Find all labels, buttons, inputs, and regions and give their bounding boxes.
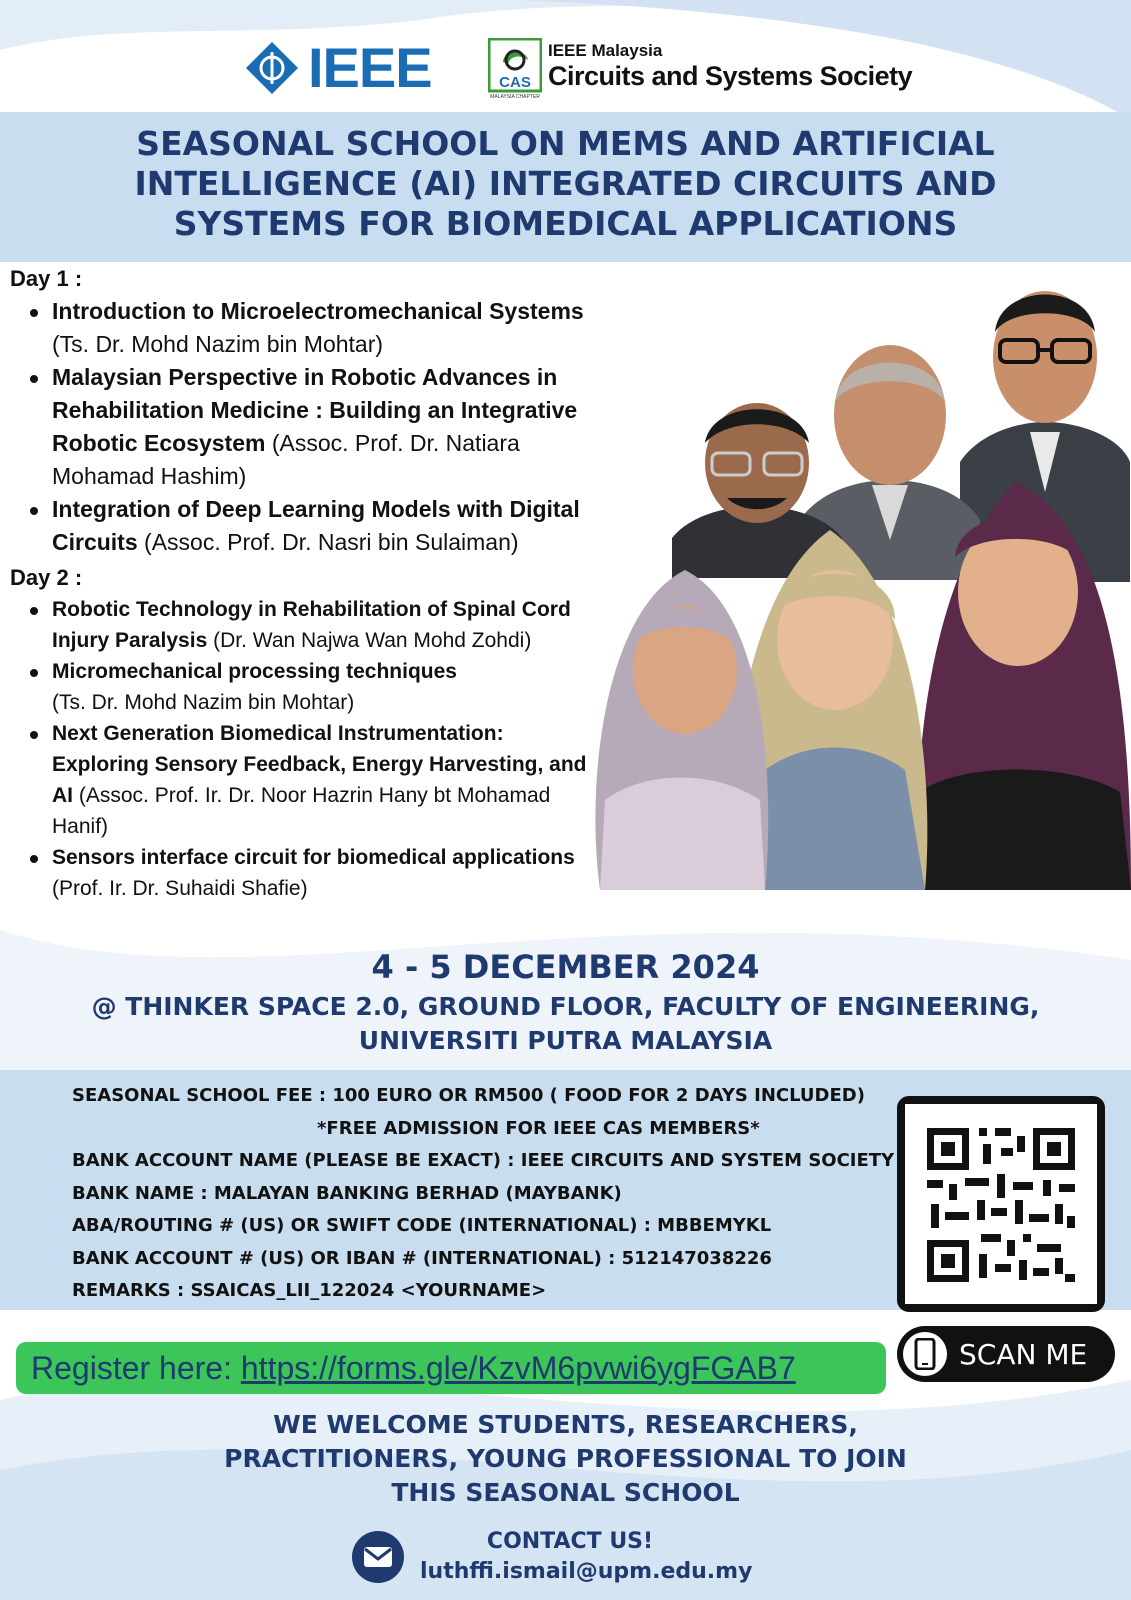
venue-line: UNIVERSITI PUTRA MALAYSIA xyxy=(358,1026,773,1055)
ieee-logo xyxy=(244,36,432,99)
register-banner xyxy=(16,1342,886,1394)
day1-list xyxy=(10,295,620,559)
bank-account-name: BANK ACCOUNT NAME (PLEASE BE EXACT) : IEEE CIRCUITS AND SYSTEM SOCIETY xyxy=(72,1150,895,1171)
agenda-topic: Sensors interface circuit for biomedical applications xyxy=(52,846,575,869)
agenda-item xyxy=(52,295,620,361)
cas-emblem-icon xyxy=(488,38,542,100)
society-name: Circuits and Systems Society xyxy=(548,61,913,91)
mail-icon xyxy=(352,1531,404,1583)
agenda-speaker: (Assoc. Prof. Dr. Nasri bin Sulaiman) xyxy=(144,529,519,555)
event-venue xyxy=(0,990,1131,1058)
agenda-speaker: (Assoc. Prof. Ir. Dr. Noor Hazrin Hany bt Mohamad Hanif) xyxy=(52,784,551,838)
ieee-wordmark: IEEE xyxy=(308,36,432,99)
bank-account-number: BANK ACCOUNT # (US) OR IBAN # (INTERNATIONAL) : 512147038226 xyxy=(72,1247,772,1269)
scan-me-badge xyxy=(897,1326,1115,1382)
agenda-topic: Micromechanical processing techniques xyxy=(52,660,457,683)
agenda-item xyxy=(52,718,592,842)
speaker-photo xyxy=(585,550,775,890)
day2-list xyxy=(10,594,592,904)
agenda-speaker: (Dr. Wan Najwa Wan Mohd Zohdi) xyxy=(213,629,532,652)
event-title xyxy=(0,124,1131,244)
title-line: SYSTEMS FOR BIOMEDICAL APPLICATIONS xyxy=(173,204,958,243)
venue-line: @ THINKER SPACE 2.0, GROUND FLOOR, FACULTY OF ENGINEERING, xyxy=(91,992,1040,1021)
agenda-topic: Robotic Technology in Rehabilitation of Spinal Cord Injury Paralysis xyxy=(52,598,571,652)
agenda-item xyxy=(52,842,592,904)
phone-icon xyxy=(903,1332,947,1376)
scan-me-label: SCAN ME xyxy=(959,1337,1088,1371)
contact-block xyxy=(420,1527,753,1587)
qr-code-frame[interactable] xyxy=(897,1096,1105,1312)
welcome-message xyxy=(0,1408,1131,1510)
welcome-line: THIS SEASONAL SCHOOL xyxy=(391,1478,740,1507)
agenda-topic: Malaysian Perspective in Robotic Advances in Rehabilitation Medicine : Building an Integrative Robotic Ecosystem xyxy=(52,364,578,456)
agenda-item xyxy=(52,361,620,493)
cas-chapter-text: MALAYSIA CHAPTER xyxy=(490,94,540,100)
agenda xyxy=(10,262,620,904)
agenda-item xyxy=(52,594,592,656)
agenda-speaker: (Ts. Dr. Mohd Nazim bin Mohtar) xyxy=(52,331,384,357)
agenda-item xyxy=(52,493,620,559)
fee-line: SEASONAL SCHOOL FEE : 100 EURO OR RM500 ( FOOD FOR 2 DAYS INCLUDED) xyxy=(72,1085,865,1106)
event-date: 4 - 5 DECEMBER 2024 xyxy=(371,948,760,986)
qr-code-icon xyxy=(905,1104,1097,1304)
fee-details xyxy=(72,1080,895,1308)
register-prefix: Register here: xyxy=(31,1349,241,1386)
cas-emblem-text: CAS xyxy=(499,74,531,91)
welcome-line: PRACTITIONERS, YOUNG PROFESSIONAL TO JOIN xyxy=(224,1444,907,1473)
bank-name: BANK NAME : MALAYAN BANKING BERHAD (MAYBANK) xyxy=(72,1182,622,1204)
title-line: SEASONAL SCHOOL ON MEMS AND ARTIFICIAL xyxy=(136,124,995,163)
agenda-topic: Introduction to Microelectromechanical Systems xyxy=(52,298,584,324)
ieee-diamond-icon xyxy=(244,40,300,96)
agenda-topic: Integration of Deep Learning Models with Digital Circuits xyxy=(52,496,580,555)
swift-code: ABA/ROUTING # (US) OR SWIFT CODE (INTERNATIONAL) : MBBEMYKL xyxy=(72,1215,772,1236)
welcome-line: WE WELCOME STUDENTS, RESEARCHERS, xyxy=(273,1410,858,1439)
cas-society-logo xyxy=(488,38,912,100)
agenda-speaker: (Ts. Dr. Mohd Nazim bin Mohtar) xyxy=(52,691,355,714)
society-org: IEEE Malaysia xyxy=(548,41,663,60)
day2-label: Day 2 : xyxy=(10,565,83,590)
free-admission: *FREE ADMISSION FOR IEEE CAS MEMBERS* xyxy=(317,1117,760,1139)
day1-label: Day 1 : xyxy=(10,266,83,291)
payment-remarks: REMARKS : SSAICAS_LII_122024 <YOURNAME> xyxy=(72,1280,547,1301)
agenda-item xyxy=(52,656,592,718)
agenda-topic: Next Generation Biomedical Instrumentation: Exploring Sensory Feedback, Energy Harvesting, and AI xyxy=(52,722,587,807)
cas-mark xyxy=(488,38,542,100)
agenda-speaker: (Prof. Ir. Dr. Suhaidi Shafie) xyxy=(52,877,308,900)
register-link[interactable]: https://forms.gle/KzvM6pvwi6ygFGAB7 xyxy=(240,1349,796,1386)
agenda-speaker: (Assoc. Prof. Dr. Natiara Mohamad Hashim) xyxy=(52,430,520,489)
contact-email[interactable]: luthffi.ismail@upm.edu.my xyxy=(420,1559,753,1584)
contact-heading: CONTACT US! xyxy=(486,1529,654,1554)
title-line: INTELLIGENCE (AI) INTEGRATED CIRCUITS AND xyxy=(134,164,997,203)
